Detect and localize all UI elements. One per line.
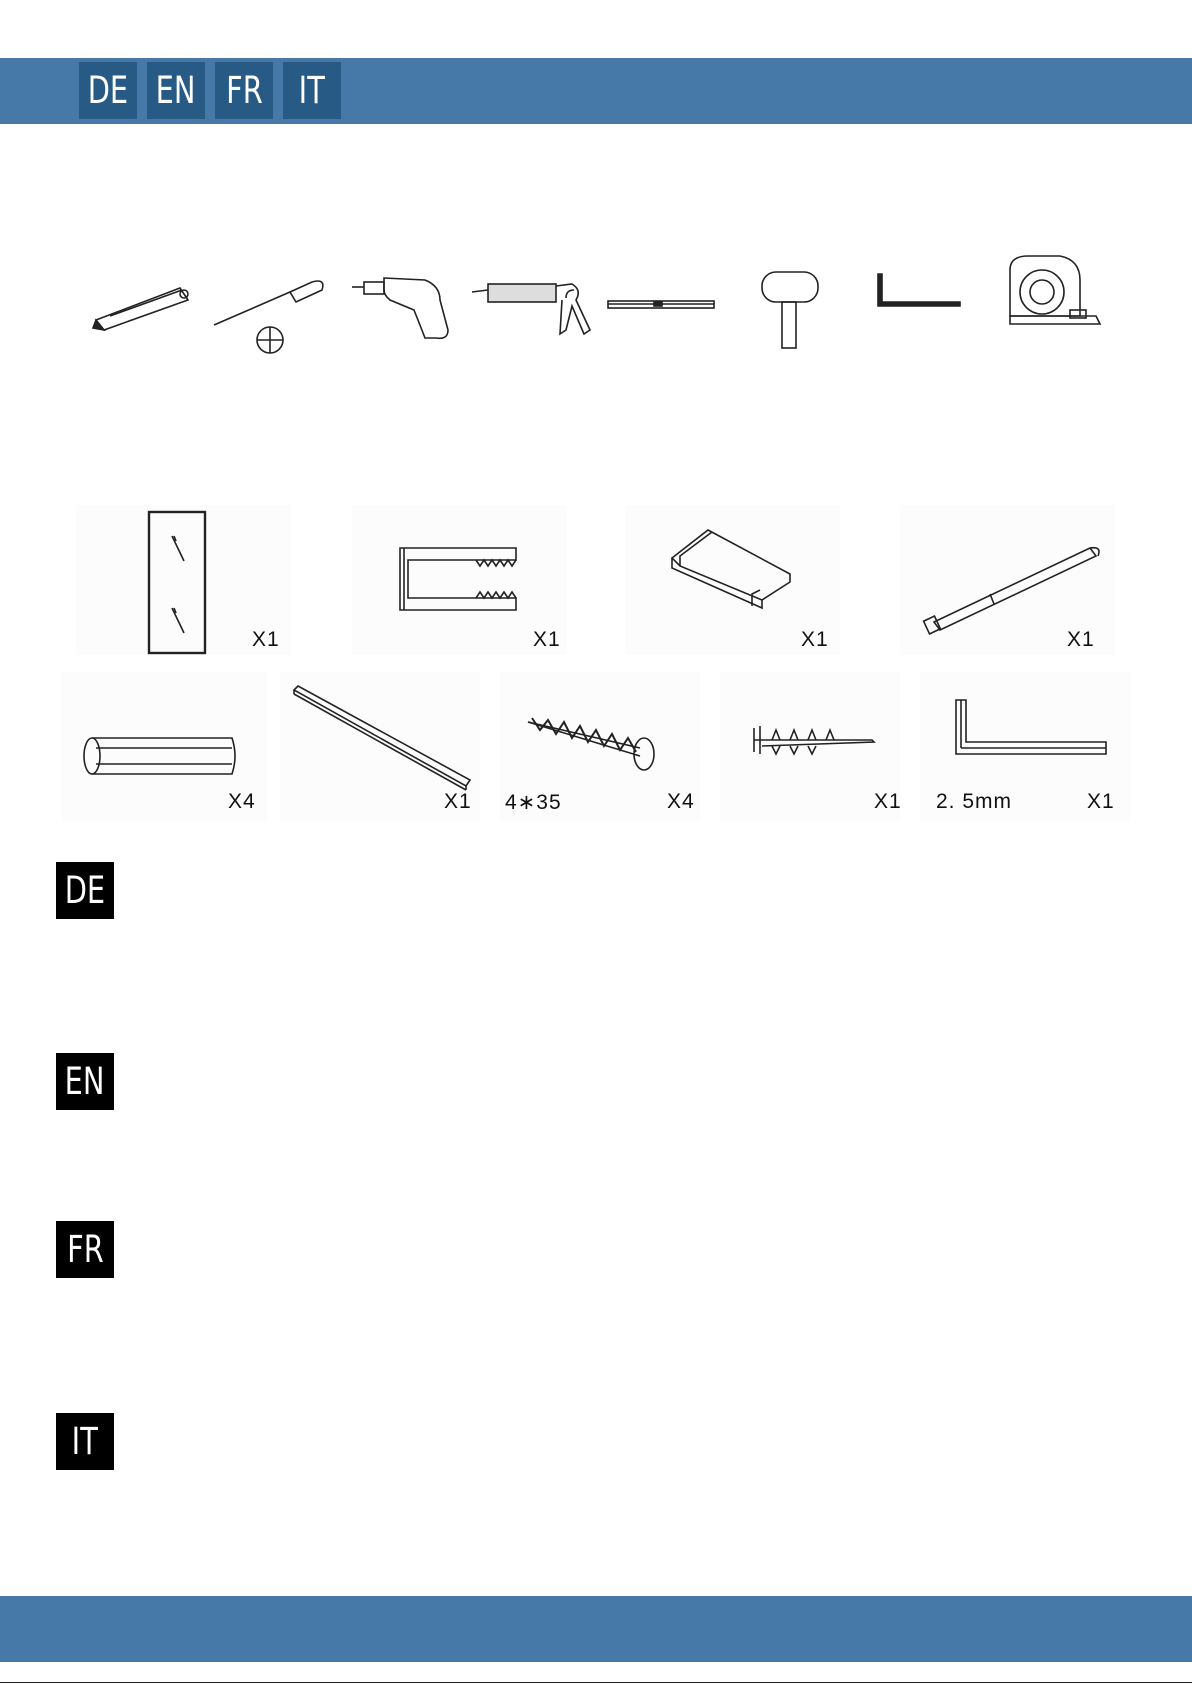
tab-de-label: DE xyxy=(87,69,129,112)
section-badge-it xyxy=(56,1413,114,1470)
spirit-level-icon xyxy=(608,301,714,308)
section-badge-de xyxy=(56,862,114,919)
qty-u-profile: X1 xyxy=(533,628,561,651)
qty-screw: X4 xyxy=(667,790,695,813)
allen-key-icon xyxy=(878,274,960,306)
tab-fr[interactable] xyxy=(215,62,273,119)
section-badge-de-label: DE xyxy=(64,869,106,912)
tab-en-label: EN xyxy=(156,69,196,112)
tape-measure-icon xyxy=(1010,256,1100,324)
tab-it[interactable] xyxy=(283,62,341,119)
qty-wall-anchor: X1 xyxy=(874,790,902,813)
qty-flat-strip: X1 xyxy=(444,790,472,813)
section-badge-en-label: EN xyxy=(65,1060,105,1103)
section-badge-fr-label: FR xyxy=(66,1228,104,1271)
section-badge-it-label: IT xyxy=(71,1420,99,1463)
spec-screw: 4∗35 xyxy=(505,791,562,814)
header-bar xyxy=(0,58,1192,124)
section-badge-en xyxy=(56,1053,114,1110)
tab-fr-label: FR xyxy=(225,69,263,112)
screwdriver-icon xyxy=(214,281,323,353)
caulk-gun-icon xyxy=(472,284,590,334)
drill-icon xyxy=(352,278,448,338)
spec-hex-key: 2. 5mm xyxy=(936,790,1013,813)
qty-sleeve: X4 xyxy=(228,790,256,813)
tab-it-label: IT xyxy=(298,69,326,112)
tab-en[interactable] xyxy=(147,62,205,119)
tab-de[interactable] xyxy=(79,62,137,119)
part-panel-dowel xyxy=(720,672,900,822)
footer-bar xyxy=(0,1596,1192,1662)
hammer-icon xyxy=(762,272,818,348)
pencil-icon xyxy=(93,288,188,330)
qty-end-cap: X1 xyxy=(801,628,829,651)
qty-glass-panel: X1 xyxy=(252,628,280,651)
footer-rule xyxy=(0,1682,1192,1683)
section-badge-fr xyxy=(56,1221,114,1278)
qty-telescopic-rod: X1 xyxy=(1067,628,1095,651)
qty-hex-key: X1 xyxy=(1087,790,1115,813)
